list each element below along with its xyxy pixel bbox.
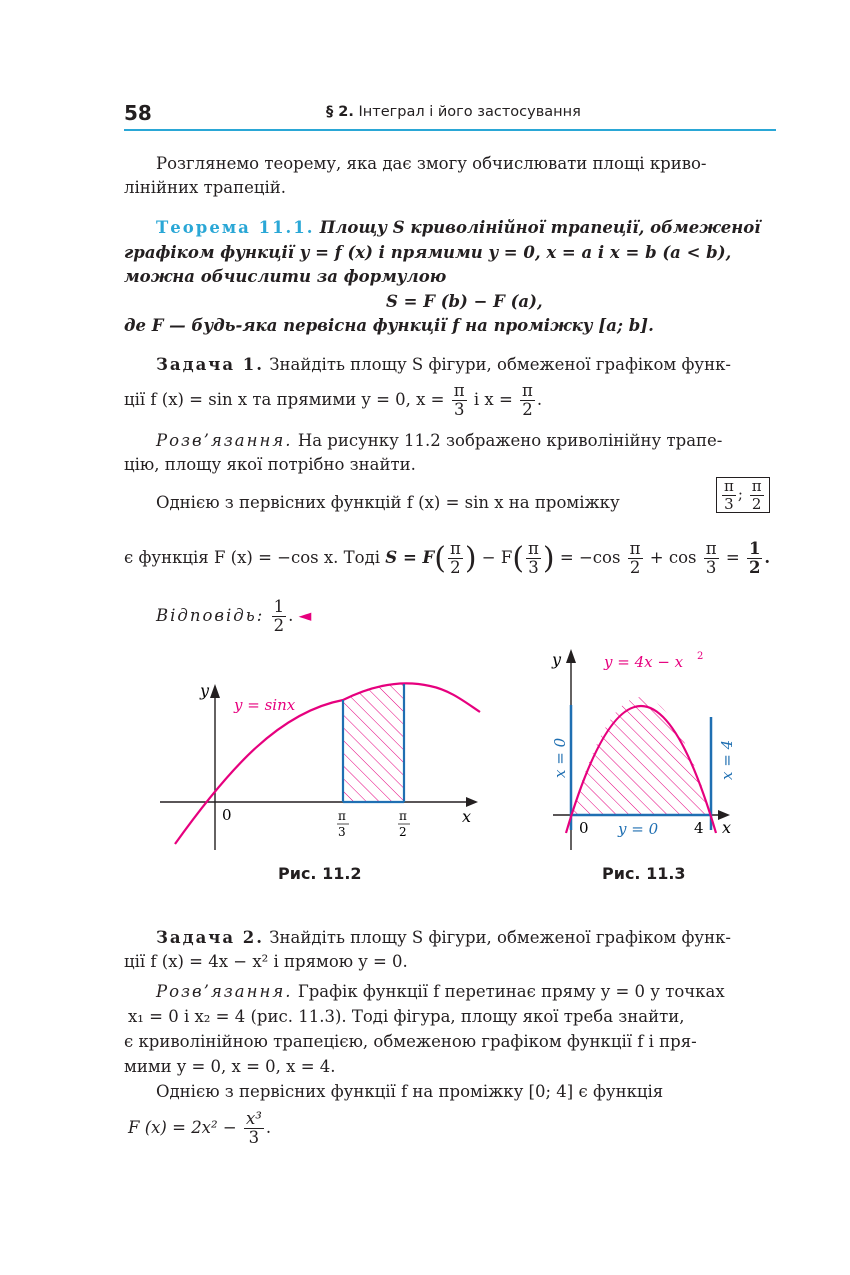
fig2-curve-label: y = 4x − x (604, 653, 684, 671)
task2-label: Задача 2. (156, 928, 265, 947)
solution2-formula: F (x) = 2x² − $\frac{\text{x³}}{3}$ . (128, 1109, 272, 1148)
solution2-line-2: x₁ = 0 і x₂ = 4 (рис. 11.3). Тоді фігура, площу якої треба знайти, (128, 1007, 685, 1026)
fig1-tick1-den: 3 (338, 825, 346, 839)
figure-11-3-caption: Рис. 11.3 (602, 864, 686, 883)
fig2-line-x0-label: x = 0 (551, 737, 569, 778)
fig1-y-label: y (200, 681, 210, 700)
fraction-pi-2: $\frac{\pi}{2}$ (522, 381, 533, 420)
solution1-line-3: Однією з первісних функцій f (x) = sin x на проміжку (156, 493, 620, 512)
solution2-text-1: Графік функції f перетинає пряму y = 0 у точках (297, 982, 725, 1001)
theorem-line-2: графіком функції y = f (x) і прямими y = 0, x = a і x = b (a < b), (124, 243, 732, 262)
header-rule (124, 129, 776, 131)
figure-11-2 (160, 672, 490, 862)
fig1-tick1-num: π (338, 809, 346, 823)
task1-line-1 (156, 352, 731, 377)
section-title: Інтеграл і його застосування (358, 104, 581, 120)
fig1-tick2-num: π (399, 809, 407, 823)
y-axis-arrow-icon (210, 684, 220, 698)
fig2-line-y0-label: y = 0 (618, 820, 659, 838)
solution2-label: Розв’язання. (156, 982, 293, 1001)
fig2-y-label: y (552, 650, 562, 669)
fig1-origin: 0 (222, 806, 232, 824)
intro-line-1: Розглянемо теорему, яка дає змогу обчислювати площі криво- (156, 154, 707, 173)
theorem-formula: S = F (b) − F (a), (386, 292, 543, 311)
theorem-line-5: де F — будь-яка первісна функції f на проміжку [a; b]. (124, 316, 654, 335)
solution1-text-1: На рисунку 11.2 зображено криволінійну трапе- (297, 431, 723, 450)
solution2-line-3: є криволінійною трапецією, обмеженою графіком функції f і пря- (124, 1032, 697, 1051)
fig2-line-x4-label: x = 4 (718, 739, 736, 780)
end-marker-icon: ◄ (298, 606, 312, 626)
x-axis-arrow-icon (466, 797, 478, 807)
theorem-line-3: можна обчислити за формулою (124, 267, 447, 286)
figure-11-2-caption: Рис. 11.2 (278, 864, 362, 883)
fig2-x-label: x (722, 818, 732, 837)
parabola-region (571, 697, 711, 815)
interval-bracket: $\frac{\pi}{3}$ ; $\frac{\pi}{2}$ (716, 477, 770, 513)
solution1-line-2: цію, площу якої потрібно знайти. (124, 455, 416, 474)
task1-label: Задача 1. (156, 355, 265, 374)
fig2-curve-sup: 2 (697, 651, 704, 662)
task2-line-1 (156, 925, 731, 950)
fraction-pi-3: $\frac{\pi}{3}$ (453, 381, 465, 420)
solution2-line-5: Однією з первісних функції f на проміжку [0; 4] є функція (156, 1082, 664, 1101)
fig2-four: 4 (694, 819, 704, 837)
figure-11-3 (548, 645, 748, 860)
task1-text-2a: ції f (x) = sin x та прямими y = 0, x = (124, 390, 445, 410)
task2-text-1: Знайдіть площу S фігури, обмеженої графіком функ- (269, 928, 731, 947)
intro-line-2: лінійних трапецій. (124, 178, 286, 197)
theorem-line-1 (156, 215, 761, 240)
answer-label: Відповідь: (156, 606, 265, 626)
solution1-line-1 (156, 428, 722, 453)
answer-fraction: $\frac{1}{2}$ (273, 597, 285, 636)
section-number: § 2. (326, 104, 354, 120)
hatched-region (343, 684, 404, 802)
solution1-line-4: є функція F (x) = −cos x. Тоді S = F( $\frac{\pi}{2}$ ) − F( $\frac{\pi}{3}$ ) = −cos $\frac{\pi}{2}$ + cos $\frac{\pi}{3}$ = $\frac{1}{2}$ . (124, 539, 771, 578)
fig2-origin: 0 (579, 819, 589, 837)
theorem-text-1: Площу S криволінійної трапеції, обмеженої (319, 218, 761, 237)
fig1-x-label: x (462, 807, 472, 826)
task2-line-2: ції f (x) = 4x − x² і прямою y = 0. (124, 952, 408, 971)
task1-text-1: Знайдіть площу S фігури, обмеженої графіком функ- (269, 355, 731, 374)
solution2-line-4: мими y = 0, x = 0, x = 4. (124, 1057, 336, 1076)
sine-curve (175, 683, 480, 844)
theorem-label: Теорема 11.1. (156, 218, 315, 237)
fig1-tick2-den: 2 (399, 825, 407, 839)
section-header (326, 104, 581, 120)
page-number: 58 (124, 101, 152, 125)
solution2-line-1 (156, 979, 725, 1004)
y-axis-arrow-icon (566, 649, 576, 663)
task1-text-2b: і x = (473, 390, 513, 410)
solution1-label: Розв’язання. (156, 431, 293, 450)
task1-line-2: ції f (x) = sin x та прямими y = 0, x = $\frac{\pi}{3}$ і x = $\frac{\pi}{2}$ . (124, 381, 543, 420)
answer-line: Відповідь: $\frac{1}{2}$ . ◄ (156, 597, 312, 636)
solution1-text-4a: є функція F (x) = −cos x. Тоді (124, 548, 381, 568)
fig1-curve-label: y = sinx (234, 696, 296, 714)
